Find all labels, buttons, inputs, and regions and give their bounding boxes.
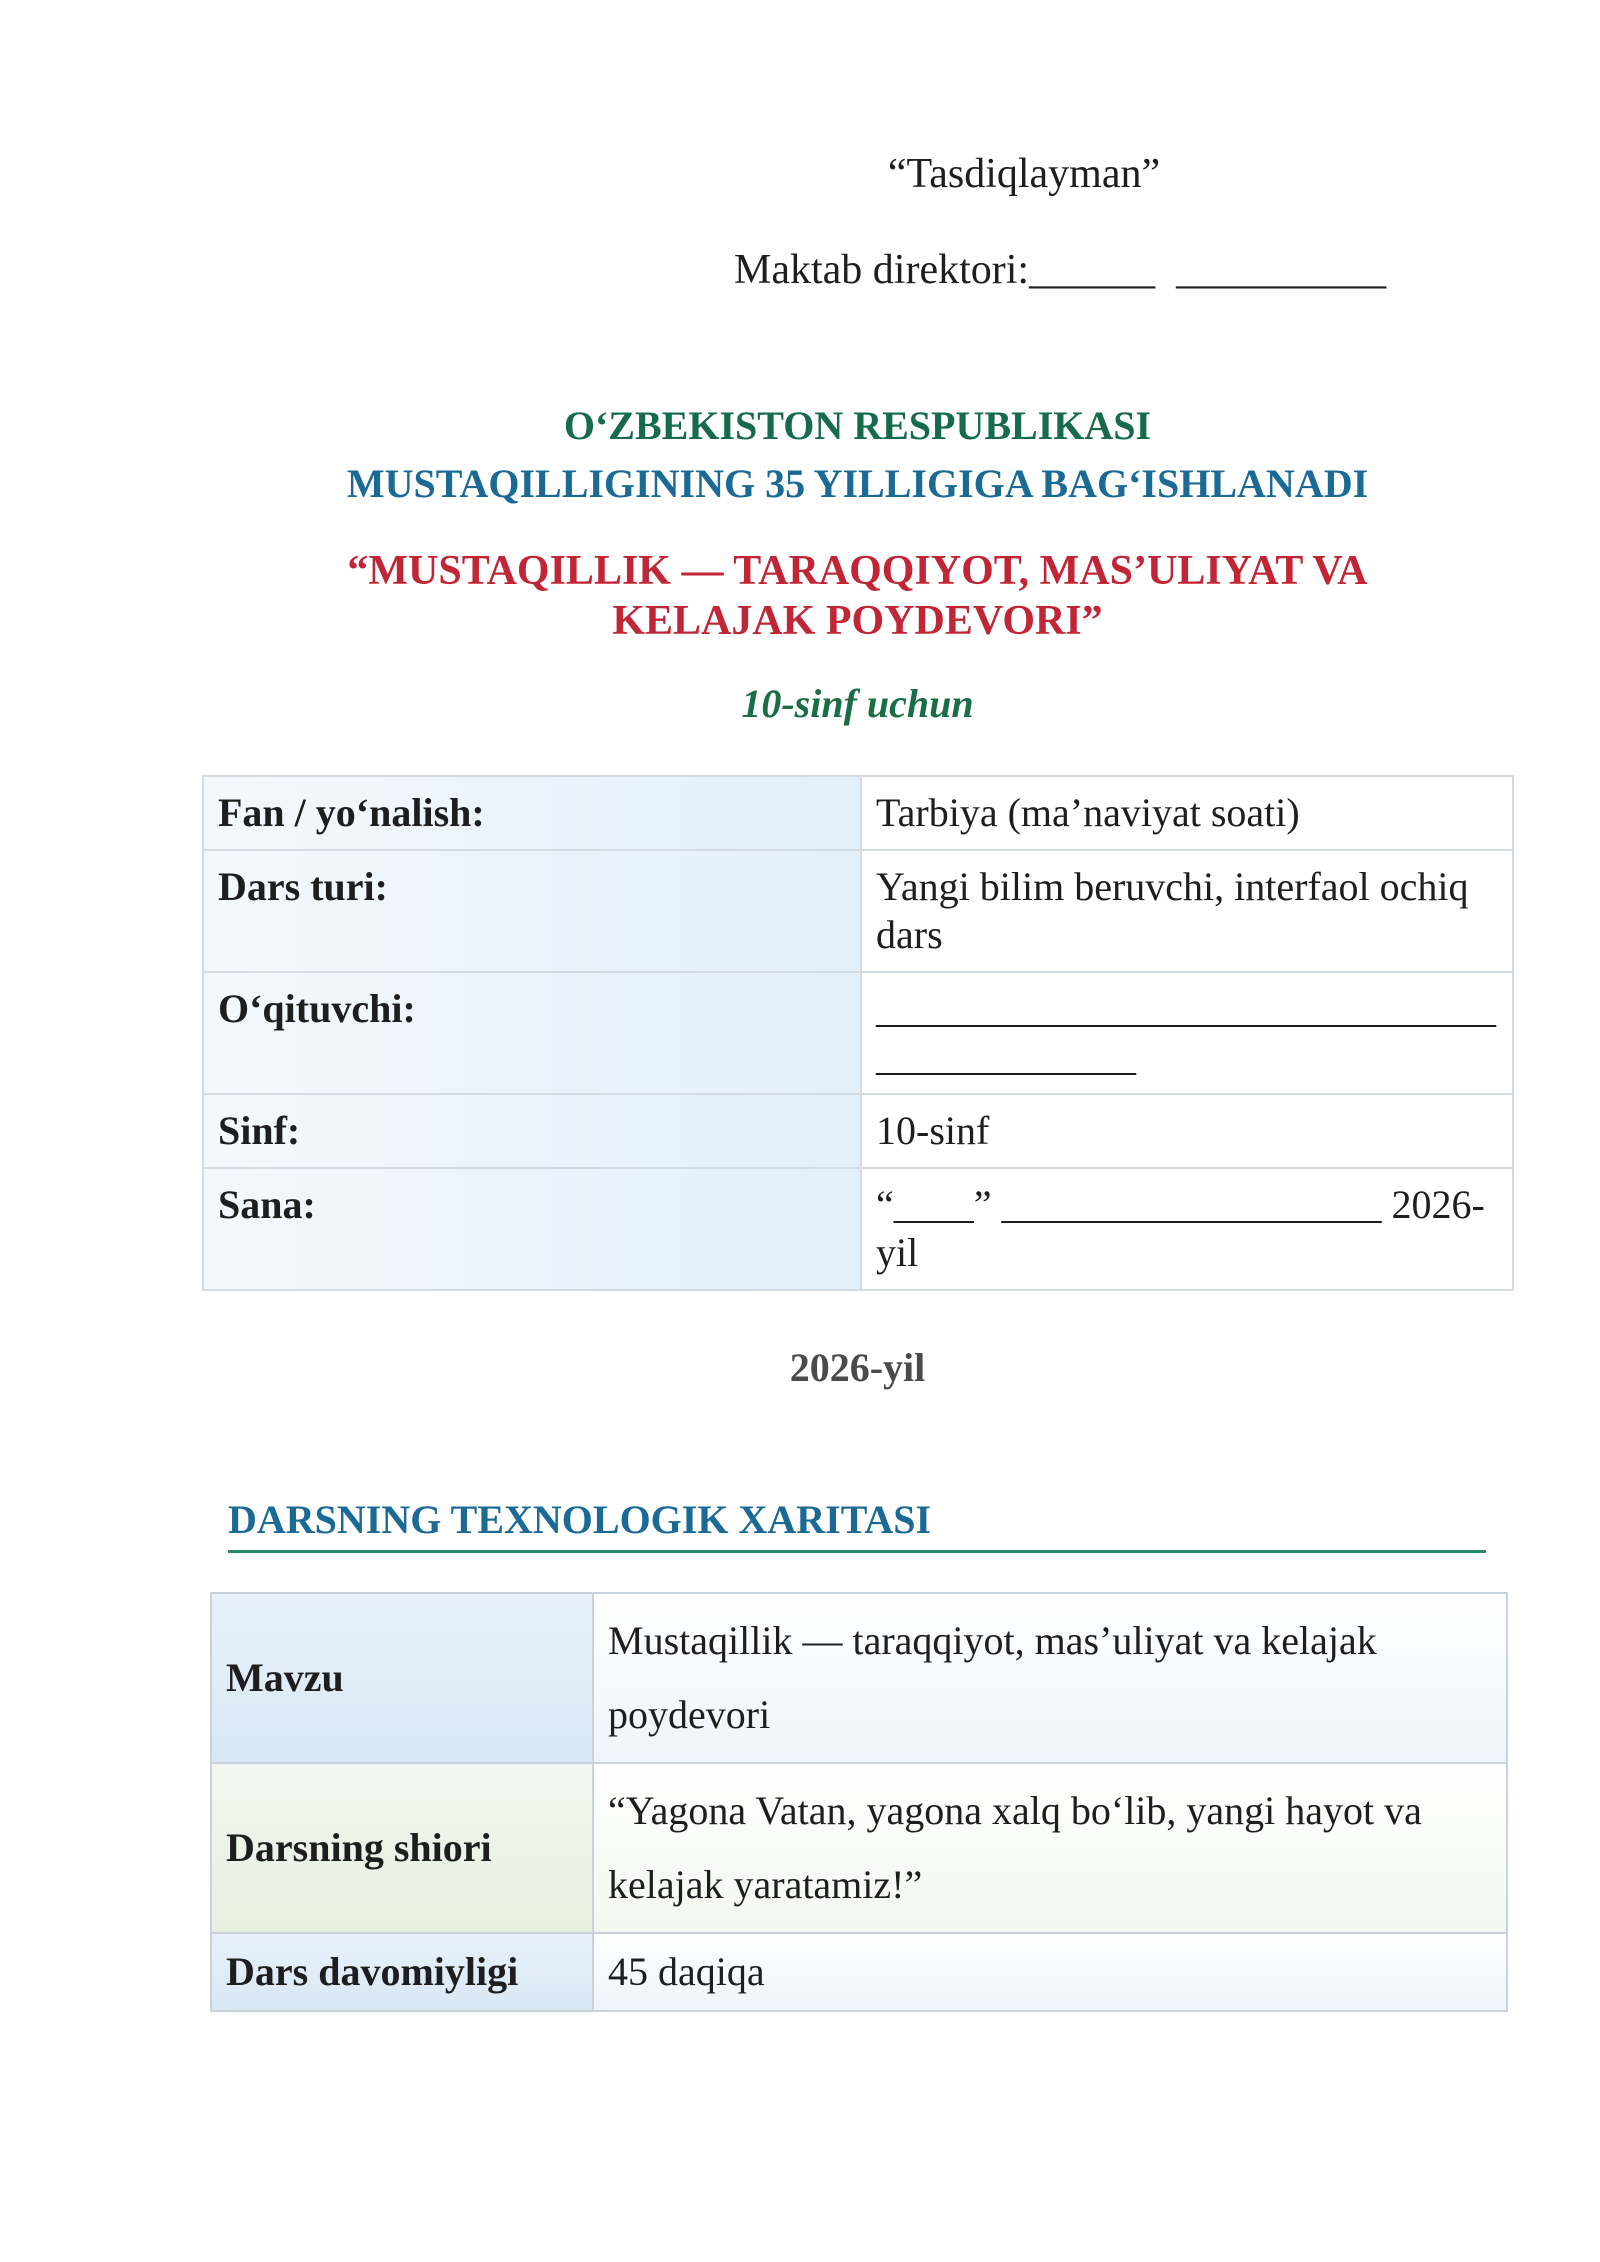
- table-row: [211, 1763, 1507, 1933]
- lesson-info-table: [202, 775, 1514, 1291]
- director-label: Maktab direktori:: [734, 247, 1030, 293]
- tech-label: Mavzu: [211, 1593, 593, 1763]
- tech-value: 45 daqiqa: [593, 1933, 1507, 2011]
- table-row: [211, 1933, 1507, 2011]
- table-row: [203, 850, 1513, 972]
- section-divider: [228, 1550, 1486, 1553]
- heading-anniversary: MUSTAQILLIGINING 35 YILLIGIGA BAG‘ISHLANADI: [346, 461, 1369, 506]
- table-row: [203, 1168, 1513, 1290]
- heading-topic-line1: “MUSTAQILLIK — TARAQQIYOT, MAS’ULIYAT VA: [347, 548, 1368, 594]
- info-value: Yangi bilim beruvchi, interfaol ochiq dars: [861, 850, 1513, 972]
- info-label: Sana:: [203, 1168, 861, 1290]
- info-label: Fan / yo‘nalish:: [203, 776, 861, 850]
- info-value: Tarbiya (ma’naviyat soati): [861, 776, 1513, 850]
- table-row: [203, 1094, 1513, 1168]
- grade-subtitle: 10-sinf uchun: [741, 681, 974, 726]
- document-year: 2026-yil: [789, 1345, 926, 1390]
- technology-map-table: [210, 1592, 1508, 2012]
- teacher-blank: ____________________________________________: [861, 972, 1513, 1094]
- info-label: Dars turi:: [203, 850, 861, 972]
- info-label: Sinf:: [203, 1094, 861, 1168]
- heading-republic: O‘ZBEKISTON RESPUBLIKASI: [563, 403, 1152, 448]
- approval-title: “Tasdiqlayman”: [887, 151, 1161, 197]
- date-blank: “____” ___________________ 2026-yil: [861, 1168, 1513, 1290]
- table-row: [203, 972, 1513, 1094]
- table-row: [211, 1593, 1507, 1763]
- info-label: O‘qituvchi:: [203, 972, 861, 1094]
- director-signature-line: [734, 246, 1386, 294]
- tech-value: “Yagona Vatan, yagona xalq bo‘lib, yangi hayot va kelajak yaratamiz!”: [593, 1763, 1507, 1933]
- table-row: [203, 776, 1513, 850]
- tech-label: Dars davomiyligi: [211, 1933, 593, 2011]
- director-blank-short: ______: [1029, 247, 1156, 293]
- section-title: DARSNING TEXNOLOGIK XARITASI: [228, 1497, 932, 1542]
- director-blank-long: __________: [1176, 247, 1387, 293]
- tech-value: Mustaqillik — taraqqiyot, mas’uliyat va kelajak poydevori: [593, 1593, 1507, 1763]
- info-value: 10-sinf: [861, 1094, 1513, 1168]
- heading-topic: [250, 546, 1465, 646]
- tech-label: Darsning shiori: [211, 1763, 593, 1933]
- heading-topic-line2: KELAJAK POYDEVORI”: [612, 598, 1103, 644]
